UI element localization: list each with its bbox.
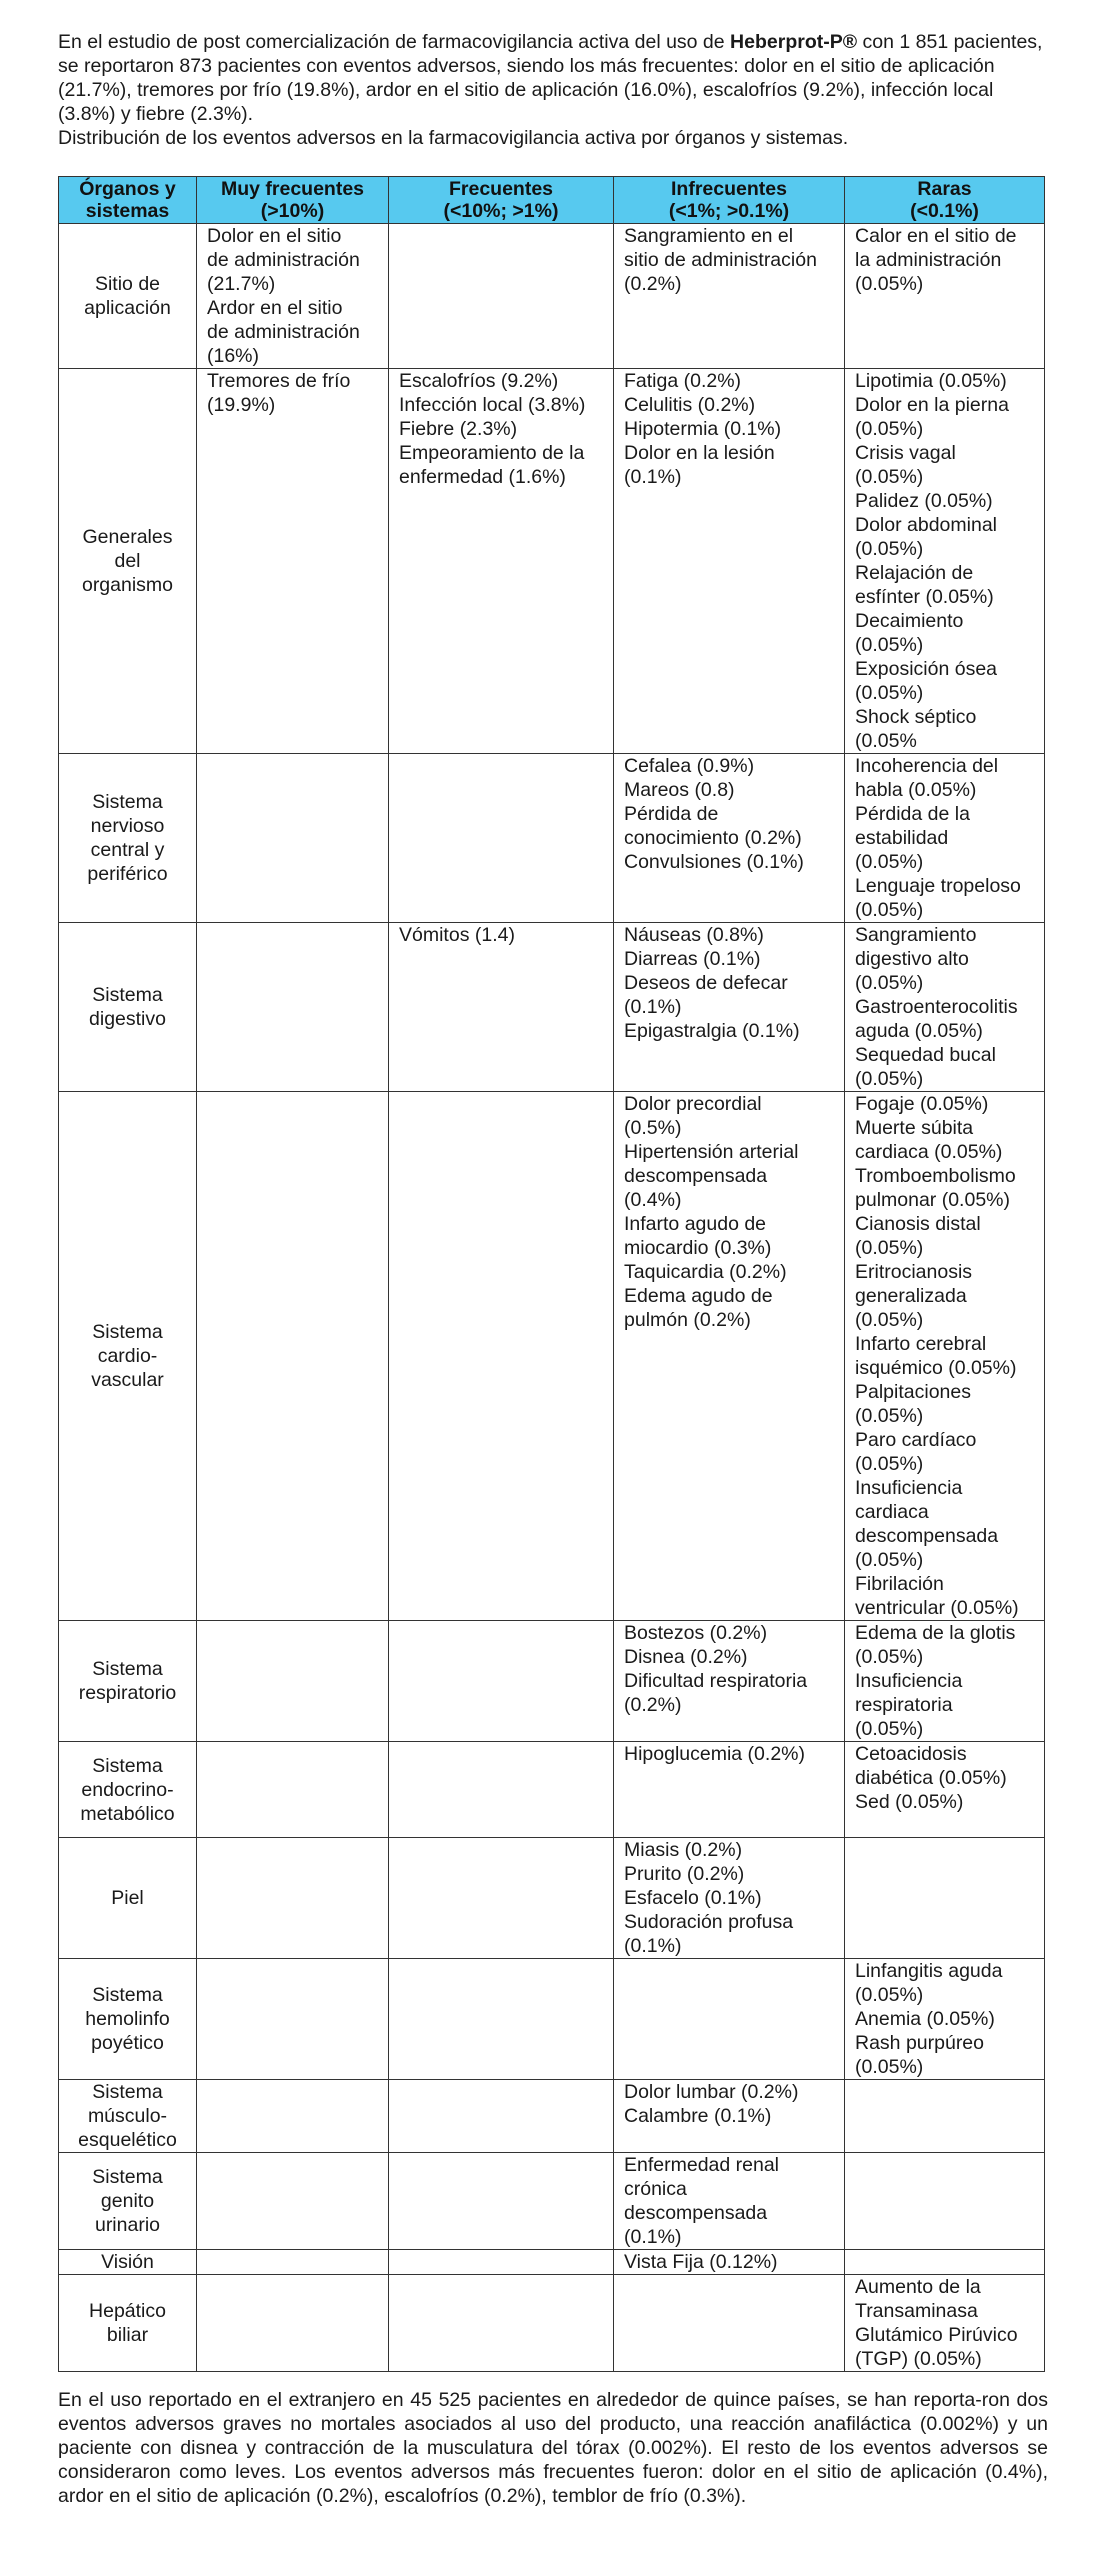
organ-cell: Visión <box>59 2250 197 2275</box>
very-frequent-cell <box>197 1092 389 1621</box>
frequent-cell: Escalofríos (9.2%) Infección local (3.8%) Fiebre (2.3%) Empeoramiento de la enfermedad (1.6%) <box>389 369 614 754</box>
infrequent-cell: Enfermedad renal crónica descompensada (0.1%) <box>614 2153 845 2250</box>
rare-cell <box>845 1838 1045 1959</box>
organ-cell: Piel <box>59 1838 197 1959</box>
header-rare-text: Raras (<0.1%) <box>910 178 979 222</box>
frequent-cell <box>389 2153 614 2250</box>
header-rare <box>845 177 1045 224</box>
very-frequent-cell <box>197 2153 389 2250</box>
infrequent-cell: Sangramiento en el sitio de administración (0.2%) <box>614 224 845 369</box>
organ-cell: Sistema digestivo <box>59 923 197 1092</box>
very-frequent-cell <box>197 1959 389 2080</box>
rare-cell <box>845 2250 1045 2275</box>
table-row <box>59 1621 1045 1742</box>
frequent-cell <box>389 1742 614 1838</box>
rare-cell: Calor en el sitio de la administración (0.05%) <box>845 224 1045 369</box>
organ-cell: Sistema músculo- esquelético <box>59 2080 197 2153</box>
infrequent-cell: Bostezos (0.2%) Disnea (0.2%) Dificultad respiratoria (0.2%) <box>614 1621 845 1742</box>
table-row <box>59 224 1045 369</box>
infrequent-cell: Vista Fija (0.12%) <box>614 2250 845 2275</box>
header-frequent-text: Frecuentes (<10%; >1%) <box>443 178 559 222</box>
intro-before: En el estudio de post comercialización de farmacovigilancia activa del uso de <box>58 31 731 53</box>
very-frequent-cell <box>197 1621 389 1742</box>
rare-cell <box>845 2080 1045 2153</box>
header-frequent <box>389 177 614 224</box>
rare-cell: Edema de la glotis (0.05%) Insuficiencia respiratoria (0.05%) <box>845 1621 1045 1742</box>
table-row <box>59 369 1045 754</box>
table-row <box>59 2275 1045 2372</box>
table-row <box>59 754 1045 923</box>
very-frequent-cell <box>197 2080 389 2153</box>
frequent-cell <box>389 2275 614 2372</box>
frequent-cell <box>389 2250 614 2275</box>
rare-cell: Incoherencia del habla (0.05%) Pérdida de la estabilidad (0.05%) Lenguaje tropeloso (0.05%) <box>845 754 1045 923</box>
frequent-cell <box>389 1621 614 1742</box>
frequent-cell <box>389 754 614 923</box>
organ-cell: Sistema endocrino- metabólico <box>59 1742 197 1838</box>
rare-cell <box>845 2153 1045 2250</box>
rare-cell: Cetoacidosis diabética (0.05%) Sed (0.05%) <box>845 1742 1045 1838</box>
organ-cell: Sistema genito urinario <box>59 2153 197 2250</box>
rare-cell: Linfangitis aguda (0.05%) Anemia (0.05%) Rash purpúreo (0.05%) <box>845 1959 1045 2080</box>
table-row <box>59 2153 1045 2250</box>
organ-cell: Hepático biliar <box>59 2275 197 2372</box>
intro-text <box>58 30 1048 150</box>
very-frequent-cell <box>197 2250 389 2275</box>
frequent-cell <box>389 2080 614 2153</box>
infrequent-cell: Fatiga (0.2%) Celulitis (0.2%) Hipotermia (0.1%) Dolor en la lesión (0.1%) <box>614 369 845 754</box>
very-frequent-cell <box>197 754 389 923</box>
intro-paragraph <box>58 30 1048 126</box>
organ-cell: Sistema hemolinfo poyético <box>59 1959 197 2080</box>
very-frequent-cell <box>197 1742 389 1838</box>
very-frequent-cell: Tremores de frío (19.9%) <box>197 369 389 754</box>
header-organs-text: Órganos y sistemas <box>79 178 176 222</box>
product-name: Heberprot-P® <box>730 31 858 53</box>
very-frequent-cell <box>197 1838 389 1959</box>
table-row <box>59 2250 1045 2275</box>
rare-cell: Lipotimia (0.05%) Dolor en la pierna (0.05%) Crisis vagal (0.05%) Palidez (0.05%) Dolor abdominal (0.05%) Relajación de esfínter (0.05%) Decaimiento (0.05%) Exposición ósea (0.05%) Shock séptico (0.05% <box>845 369 1045 754</box>
frequent-cell <box>389 1959 614 2080</box>
header-very-frequent-text: Muy frecuentes (>10%) <box>220 178 365 222</box>
table-row <box>59 1959 1045 2080</box>
very-frequent-cell <box>197 923 389 1092</box>
organ-cell: Sitio de aplicación <box>59 224 197 369</box>
rare-cell: Sangramiento digestivo alto (0.05%) Gastroenterocolitis aguda (0.05%) Sequedad bucal (0.05%) <box>845 923 1045 1092</box>
frequent-cell: Vómitos (1.4) <box>389 923 614 1092</box>
organ-cell: Generales del organismo <box>59 369 197 754</box>
infrequent-cell: Miasis (0.2%) Prurito (0.2%) Esfacelo (0.1%) Sudoración profusa (0.1%) <box>614 1838 845 1959</box>
frequent-cell <box>389 224 614 369</box>
frequent-cell <box>389 1092 614 1621</box>
infrequent-cell <box>614 2275 845 2372</box>
table-row <box>59 923 1045 1092</box>
table-body <box>59 224 1045 2372</box>
table-row <box>59 1092 1045 1621</box>
table-subtitle: Distribución de los eventos adversos en la farmacovigilancia activa por órganos y sistemas. <box>58 127 849 149</box>
table-row <box>59 1742 1045 1838</box>
organ-cell: Sistema nervioso central y periférico <box>59 754 197 923</box>
closing-paragraph: En el uso reportado en el extranjero en 45 525 pacientes en alrededor de quince países, se han reporta-ron dos eventos adversos graves no mortales asociados al uso del producto, una reacción anafiláctica (0.002%) y un paciente con disnea y contracción de la musculatura del tórax (0.002%). El resto de los eventos adversos se consideraron como leves. Los eventos adversos más frecuentes fueron: dolor en el sitio de aplicación (0.4%), ardor en el sitio de aplicación (0.2%), escalofríos (0.2%), temblor de frío (0.3%). <box>58 2388 1048 2507</box>
header-organs <box>59 177 197 224</box>
organ-cell: Sistema respiratorio <box>59 1621 197 1742</box>
very-frequent-cell: Dolor en el sitio de administración (21.7%) Ardor en el sitio de administración (16%) <box>197 224 389 369</box>
infrequent-cell: Náuseas (0.8%) Diarreas (0.1%) Deseos de defecar (0.1%) Epigastralgia (0.1%) <box>614 923 845 1092</box>
header-infrequent <box>614 177 845 224</box>
header-very-frequent <box>197 177 389 224</box>
organ-cell: Sistema cardio- vascular <box>59 1092 197 1621</box>
header-infrequent-text: Infrecuentes (<1%; >0.1%) <box>668 178 790 222</box>
very-frequent-cell <box>197 2275 389 2372</box>
infrequent-cell <box>614 1959 845 2080</box>
infrequent-cell: Dolor precordial (0.5%) Hipertensión arterial descompensada (0.4%) Infarto agudo de miocardio (0.3%) Taquicardia (0.2%) Edema agudo de pulmón (0.2%) <box>614 1092 845 1621</box>
infrequent-cell: Dolor lumbar (0.2%) Calambre (0.1%) <box>614 2080 845 2153</box>
adverse-events-table <box>58 176 1045 2372</box>
infrequent-cell: Cefalea (0.9%) Mareos (0.8) Pérdida de conocimiento (0.2%) Convulsiones (0.1%) <box>614 754 845 923</box>
table-header <box>59 177 1045 224</box>
rare-cell: Aumento de la Transaminasa Glutámico Pirúvico (TGP) (0.05%) <box>845 2275 1045 2372</box>
table-row <box>59 1838 1045 1959</box>
header-row <box>59 177 1045 224</box>
intro-after: con 1 851 pacientes, se reportaron 873 pacientes con eventos adversos, siendo los más frecuentes: dolor en el sitio de aplicación (21.7%), tremores por frío (19.8%), ardor en el sitio de aplicación (16.0%), escalofríos (9.2%), infección local (3.8%) y fiebre (2.3%). <box>58 31 1043 125</box>
frequent-cell <box>389 1838 614 1959</box>
rare-cell: Fogaje (0.05%) Muerte súbita cardiaca (0.05%) Tromboembolismo pulmonar (0.05%) Cianosis distal (0.05%) Eritrocianosis generalizada (0.05%) Infarto cerebral isquémico (0.05%) Palpitaciones (0.05%) Paro cardíaco (0.05%) Insuficiencia cardiaca descompensada (0.05%) Fibrilación ventricular (0.05%) <box>845 1092 1045 1621</box>
infrequent-cell: Hipoglucemia (0.2%) <box>614 1742 845 1838</box>
table-row <box>59 2080 1045 2153</box>
